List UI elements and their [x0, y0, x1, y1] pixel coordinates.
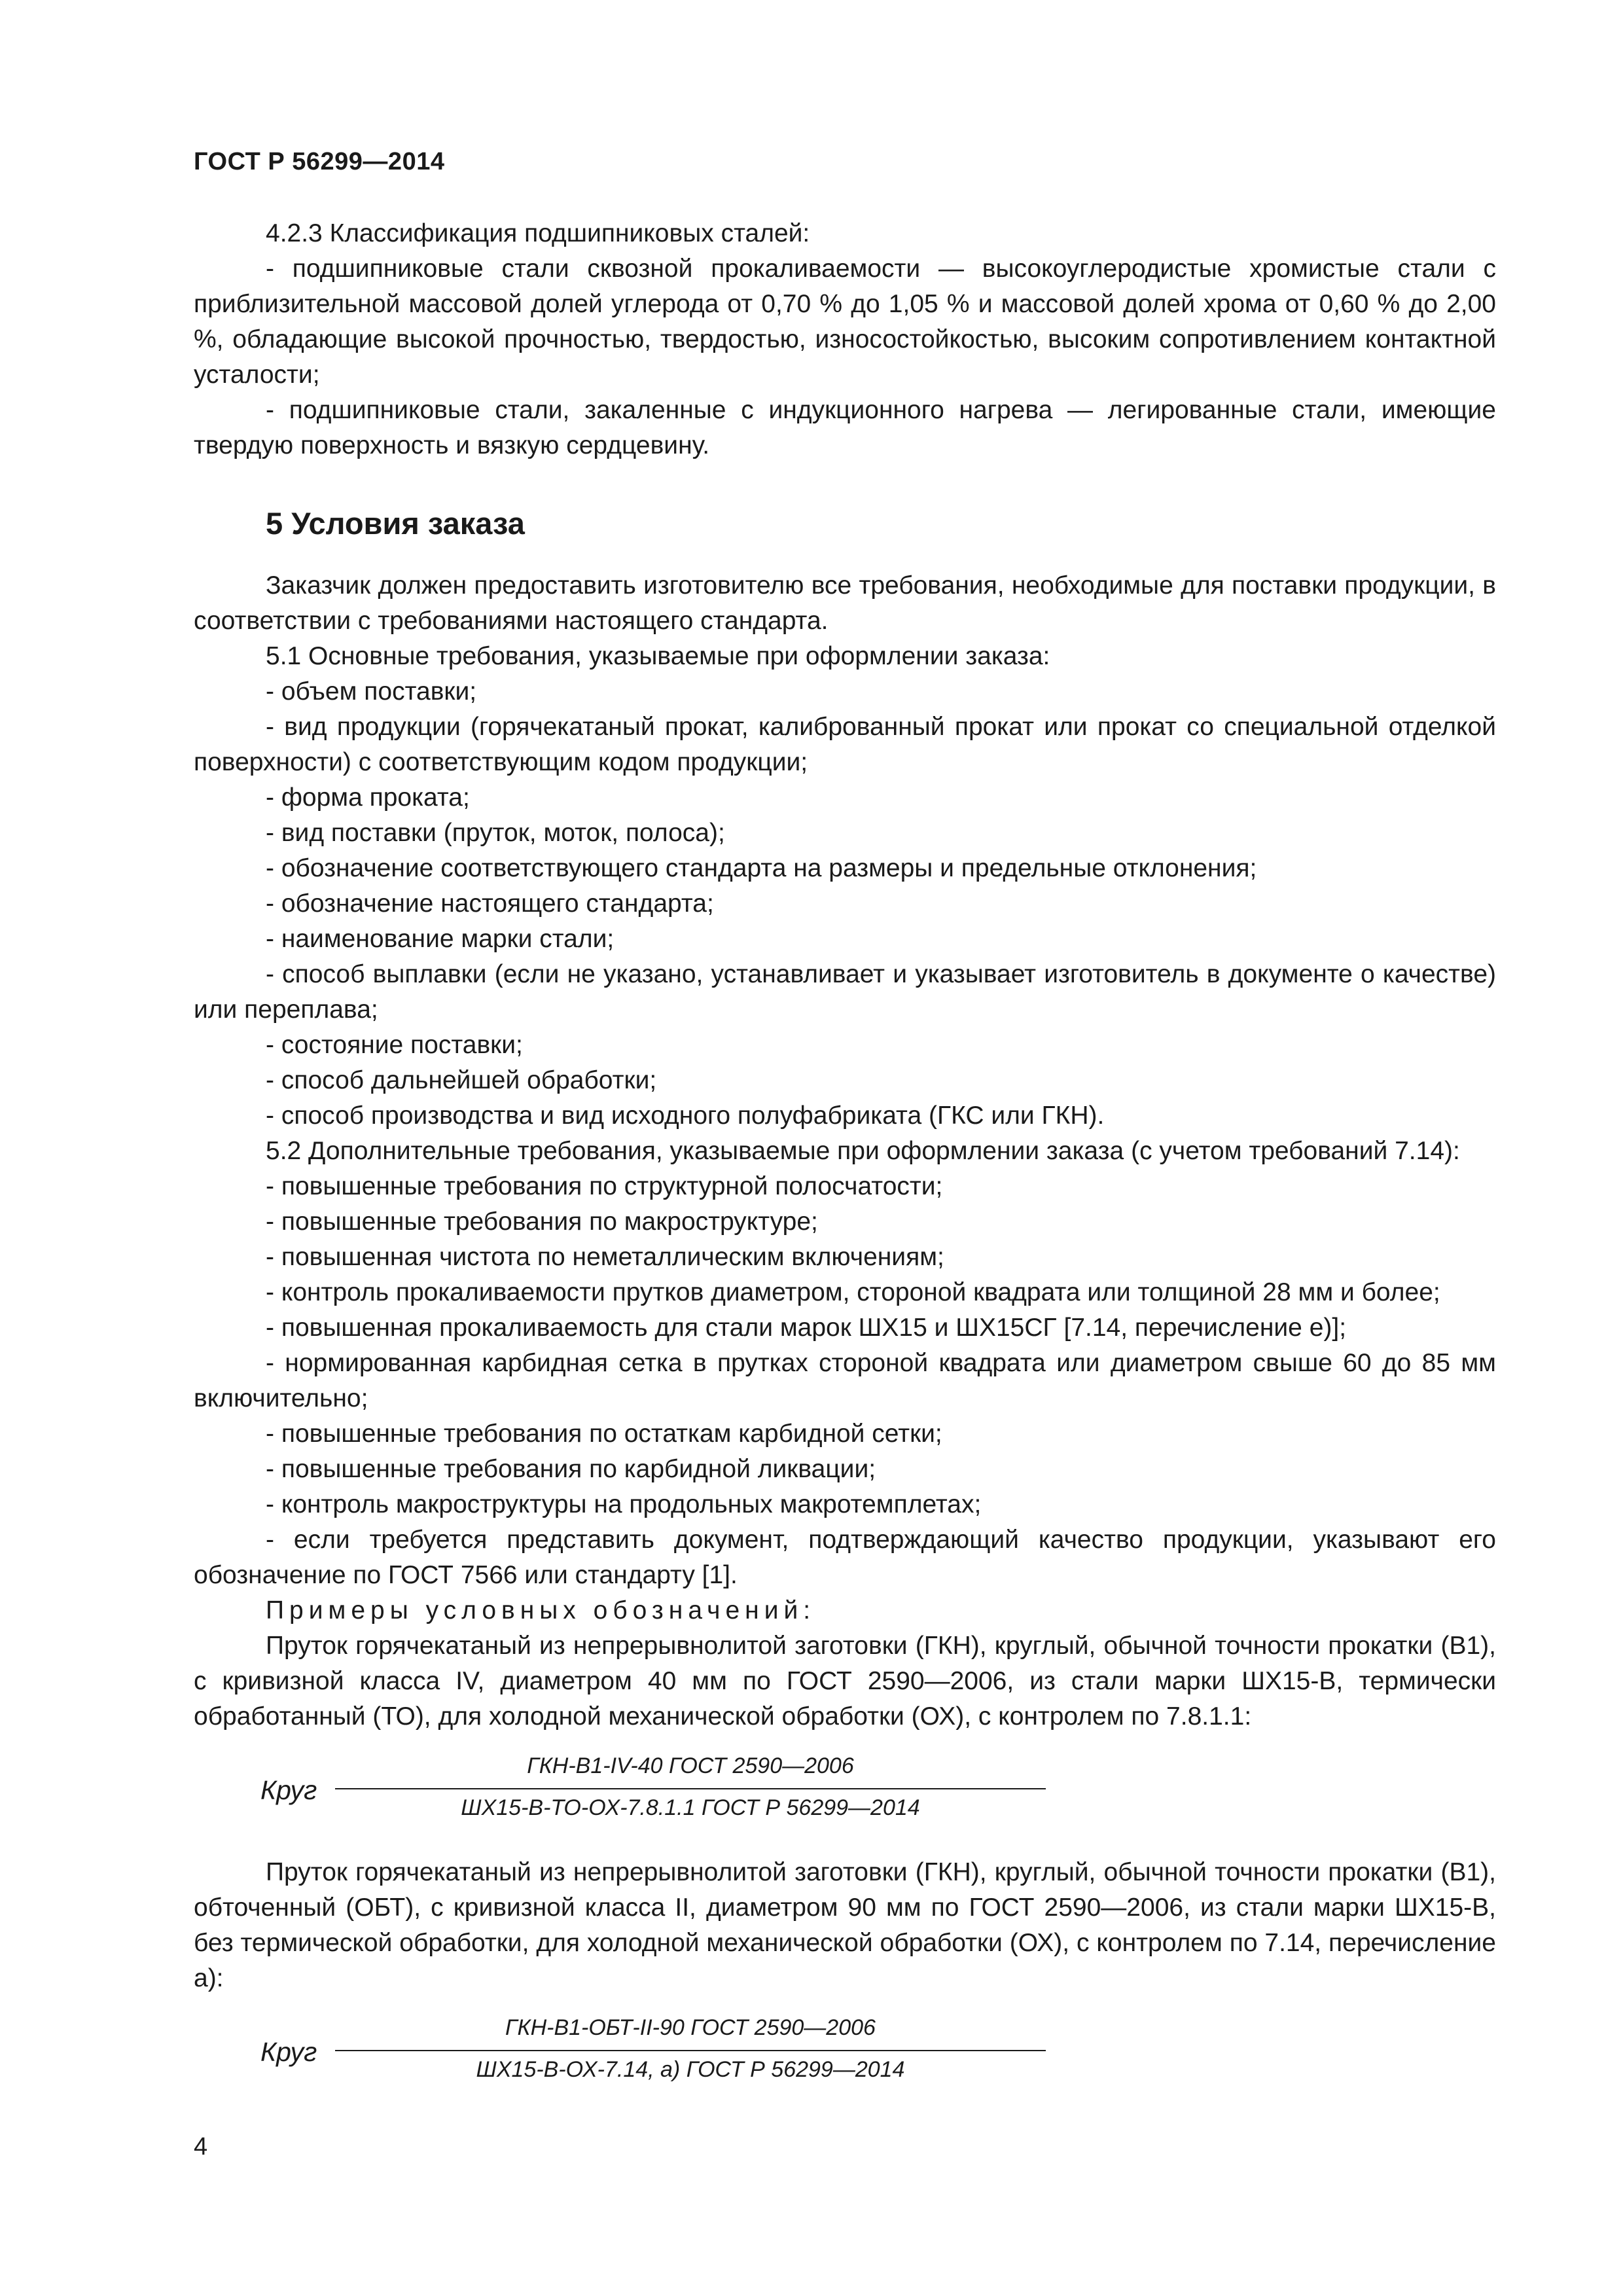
- list-item-5-2: - контроль макроструктуры на продольных макротемплетах;: [266, 1490, 982, 1518]
- example-2-denominator: ШХ15-В-ОХ-7.14, а) ГОСТ Р 56299—2014: [476, 2057, 905, 2082]
- example-1-lead: Круг: [260, 1775, 317, 1805]
- list-item-5-1: - вид поставки (пруток, моток, полоса);: [266, 819, 725, 847]
- list-item-5-2: - повышенные требования по карбидной ликвации;: [266, 1455, 876, 1483]
- example-1-text: Пруток горячекатаный из непрерывнолитой заготовки (ГКН), круглый, обычной точности прокатки (В1), с кривизной класса IV, диаметром 40 мм по ГОСТ 2590—2006, из стали марки ШХ15-В, термически обработанный (ТО), для холодной механической обработки (ОХ), с контролем по 7.8.1.1:: [194, 1632, 1496, 1731]
- example-2-lead: Круг: [260, 2037, 317, 2067]
- section-5-intro: Заказчик должен предоставить изготовителю все требования, необходимые для поставки продукции, в соответствии с требованиями настоящего стандарта.: [194, 571, 1496, 635]
- clause-4-2-3-heading: 4.2.3 Классификация подшипниковых сталей:: [266, 219, 810, 247]
- example-1-designation: [194, 1749, 1496, 1835]
- clause-5-2-heading: 5.2 Дополнительные требования, указываемые при оформлении заказа (с учетом требований 7.14):: [266, 1137, 1460, 1165]
- list-item-5-1: - обозначение соответствующего стандарта на размеры и предельные отклонения;: [266, 854, 1257, 882]
- example-1-numerator: ГКН-В1-IV-40 ГОСТ 2590—2006: [527, 1753, 854, 1778]
- list-item-5-1: - обозначение настоящего стандарта;: [266, 889, 714, 918]
- page-header-doc-id: ГОСТ Р 56299—2014: [194, 148, 445, 175]
- list-item-5-1: - вид продукции (горячекатаный прокат, калиброванный прокат или прокат со специальной отделкой поверхности) с соответствующим кодом продукции;: [194, 713, 1496, 776]
- examples-heading: Примеры условных обозначений:: [266, 1596, 816, 1624]
- list-item-5-1: - наименование марки стали;: [266, 925, 615, 953]
- list-item-5-1: - форма проката;: [266, 783, 470, 812]
- example-2-designation: [194, 2011, 1496, 2097]
- list-item-5-2: - повышенная чистота по неметаллическим включениям;: [266, 1243, 944, 1271]
- list-item-5-2: - повышенная прокаливаемость для стали марок ШХ15 и ШХ15СГ [7.14, перечисление е)];: [266, 1314, 1347, 1342]
- document-body: [194, 216, 1496, 2117]
- clause-5-1-heading: 5.1 Основные требования, указываемые при оформлении заказа:: [266, 642, 1050, 670]
- list-item-5-1: - состояние поставки;: [266, 1031, 523, 1059]
- list-item-5-2: - контроль прокаливаемости прутков диаметром, стороной квадрата или толщиной 28 мм и более;: [266, 1278, 1440, 1306]
- list-item-5-1: - способ дальнейшей обработки;: [266, 1066, 657, 1094]
- clause-4-2-3-item-through-hardening: - подшипниковые стали сквозной прокаливаемости — высокоуглеродистые хромистые стали с приблизительной массовой долей углерода от 0,70 % до 1,05 % и массовой долей хрома от 0,60 % до 2,00 %, обладающие высокой прочностью, твердостью, износостойкостью, высоким сопротивлением контактной усталости;: [194, 255, 1496, 389]
- section-5-title: 5 Условия заказа: [266, 506, 525, 541]
- example-1-denominator: ШХ15-В-ТО-ОХ-7.8.1.1 ГОСТ Р 56299—2014: [461, 1795, 920, 1820]
- list-item-5-2: - нормированная карбидная сетка в прутках стороной квадрата или диаметром свыше 60 до 85 мм включительно;: [194, 1349, 1496, 1412]
- fraction-bar: [335, 1788, 1046, 1789]
- list-item-5-1: - способ выплавки (если не указано, устанавливает и указывает изготовитель в документе о качестве) или переплава;: [194, 960, 1496, 1024]
- example-2-text: Пруток горячекатаный из непрерывнолитой заготовки (ГКН), круглый, обычной точности прокатки (В1), обточенный (ОБТ), с кривизной класса II, диаметром 90 мм по ГОСТ 2590—2006, из стали марки ШХ15-В, без термической обработки, для холодной механической обработки (ОХ), с контролем по 7.14, перечисление а):: [194, 1858, 1496, 1992]
- page-number: 4: [194, 2133, 208, 2161]
- list-item-5-2: - повышенные требования по макроструктуре;: [266, 1208, 818, 1236]
- list-item-5-1: - способ производства и вид исходного полуфабриката (ГКС или ГКН).: [266, 1102, 1105, 1130]
- example-2-numerator: ГКН-В1-ОБТ-II-90 ГОСТ 2590—2006: [505, 2015, 876, 2040]
- fraction-bar: [335, 2050, 1046, 2051]
- list-item-5-2: - повышенные требования по структурной полосчатости;: [266, 1172, 943, 1200]
- list-item-5-2: - если требуется представить документ, подтверждающий качество продукции, указывают его обозначение по ГОСТ 7566 или стандарту [1].: [194, 1526, 1496, 1589]
- clause-4-2-3-item-induction: - подшипниковые стали, закаленные с индукционного нагрева — легированные стали, имеющие твердую поверхность и вязкую сердцевину.: [194, 396, 1496, 459]
- list-item-5-2: - повышенные требования по остаткам карбидной сетки;: [266, 1420, 942, 1448]
- list-item-5-1: - объем поставки;: [266, 677, 477, 706]
